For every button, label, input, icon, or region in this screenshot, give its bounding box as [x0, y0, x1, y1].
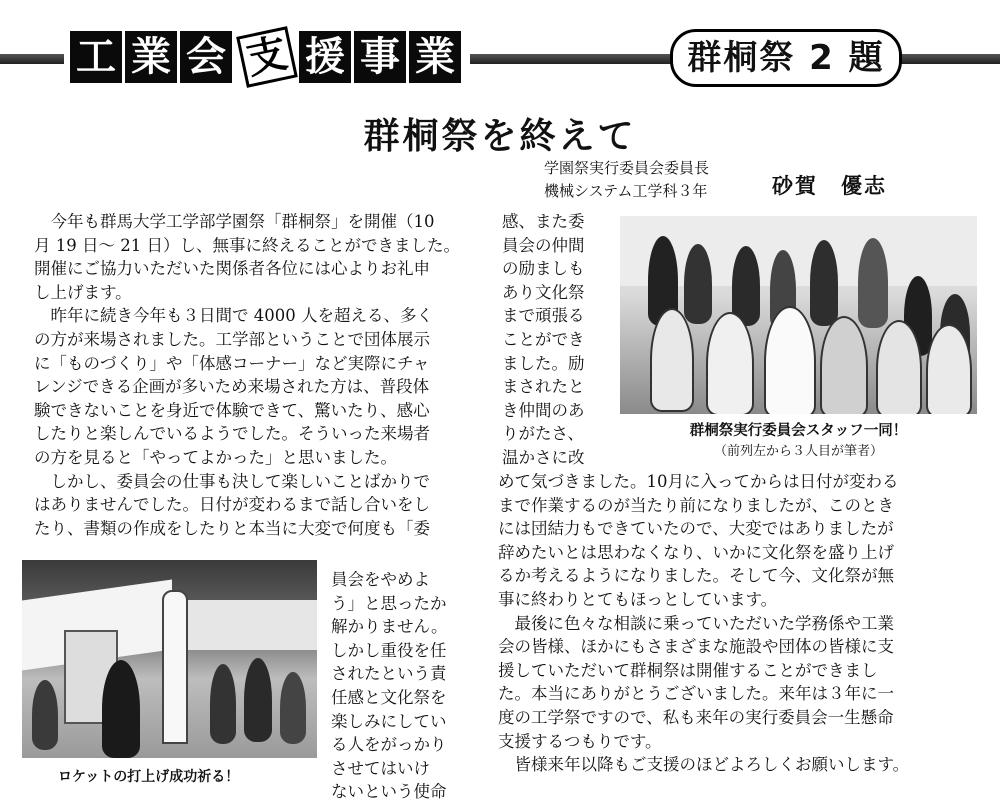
body-line: には団結力もできていたので、大変ではありましたが [498, 519, 894, 539]
body-line: 月 19 日〜 21 日）し、無事に終えることができました。 [34, 235, 460, 255]
body-line: の方を見ると「やってよかった」と思いました。 [34, 447, 397, 467]
body-line: 事に終わりとてもほっとしています。 [498, 589, 778, 609]
header-char: 援 [299, 31, 351, 83]
body-line: りがたさ、 [502, 424, 584, 444]
body-line: 員会をやめよ [331, 570, 430, 589]
body-line: し上げます。 [34, 282, 132, 302]
header-char: 業 [125, 31, 177, 83]
body-line: 昨年に続き今年も３日間で 4000 人を超える、多く [34, 306, 433, 326]
body-line: 開催にご協力いただいた関係者各位には心よりお礼申 [34, 259, 430, 279]
body-line: 楽しみにしてい [331, 711, 447, 731]
body-line: の方が来場されました。工学部ということで団体展示 [34, 329, 430, 349]
staff-photo-subcaption: （前列左から３人目が筆者） [713, 444, 883, 459]
body-line: ことができ [502, 329, 585, 349]
body-line: う」と思ったか [331, 593, 447, 613]
body-line: しかし、委員会の仕事も決して楽しいことばかりで [34, 471, 430, 491]
header-char: 業 [409, 31, 461, 83]
body-line: 今年も群馬大学工学部学園祭「群桐祭」を開催（10 [34, 212, 435, 231]
staff-photo-caption: 群桐祭実行委員会スタッフ一同！ [689, 423, 908, 439]
body-line: 会の皆様、ほかにもさまざまな施設や団体の皆様に支 [498, 637, 894, 657]
body-column-2 [498, 470, 909, 777]
body-line: 支援するつもりです。 [498, 731, 662, 751]
body-line: た。本当にありがとうございました。来年は３年に一 [498, 684, 894, 704]
body-line: 辞めたいとは思わなくなり、いかに文化祭を盛り上げ [498, 542, 894, 562]
body-line: き仲間のあ [502, 400, 585, 420]
rocket-photo-caption: ロケットの打上げ成功祈る！ [58, 769, 240, 785]
header-char: 事 [354, 31, 406, 83]
body-line: しかし重役を任 [331, 640, 447, 660]
article-title: 群桐祭を終えて [363, 116, 637, 157]
body-line: る人をがっかり [331, 735, 447, 755]
author-role [544, 157, 709, 203]
body-line: 度の工学祭ですので、私も来年の実行委員会一生懸命 [498, 707, 894, 727]
body-line: 解かりません。 [331, 617, 448, 637]
author-role-line: 学園祭実行委員会委員長 [544, 159, 710, 177]
body-line: させてはいけ [331, 758, 430, 778]
body-line: レンジできる企画が多いため来場された方は、普段体 [34, 377, 430, 397]
staff-group-photo [620, 216, 977, 414]
body-line: あり文化祭 [502, 282, 585, 302]
body-column-1 [34, 210, 460, 540]
rocket-launch-photo [22, 560, 317, 758]
header-char: 工 [70, 31, 122, 83]
author-role-line: 機械システム工学科３年 [544, 182, 708, 200]
body-line: まされたと [502, 377, 585, 397]
body-line: 皆様来年以降もご支援のほどよろしくお願いします。 [498, 755, 910, 775]
body-column-2-wrap [502, 210, 585, 470]
body-line: まで頑張る [502, 306, 585, 326]
body-column-1-wrap [331, 568, 448, 804]
section-header-industrial-support [64, 28, 470, 86]
body-line: 任感と文化祭を [331, 687, 447, 707]
body-line: めて気づきました。10月に入ってからは日付が変わる [498, 472, 899, 491]
body-line: はありませんでした。日付が変わるまで話し合いをし [34, 495, 430, 515]
body-line: たり、書類の作成をしたりと本当に大変で何度も「委 [34, 518, 430, 538]
topic-badge: 群桐祭 2 題 [670, 29, 902, 87]
body-line: 員会の仲間 [502, 235, 585, 255]
body-line: に「ものづくり」や「体感コーナー」など実際にチャ [34, 353, 430, 373]
body-line: したりと楽しんでいるようでした。そういった来場者 [34, 424, 430, 444]
header-char: 会 [180, 31, 232, 83]
body-line: ないという使命 [331, 782, 447, 802]
body-line: るか考えるようになりました。そして今、文化祭が無 [498, 566, 894, 586]
body-line: 温かさに改 [502, 447, 585, 467]
body-line: 最後に色々な相談に乗っていただいた学務係や工業 [498, 613, 894, 633]
author-name: 砂賀 優志 [772, 174, 887, 198]
body-line: の励ましも [502, 259, 585, 279]
body-line: されたという責 [331, 664, 447, 684]
body-line: ました。励 [502, 353, 585, 373]
body-line: 援していただいて群桐祭は開催することができまし [498, 660, 878, 680]
body-line: まで作業するのが当たり前になりましたが、このとき [498, 495, 894, 515]
body-line: 験できないことを身近で体験できて、驚いたり、感心 [34, 400, 430, 420]
header-char-tilted: 支 [236, 26, 298, 88]
body-line: 感、また委 [502, 212, 585, 231]
